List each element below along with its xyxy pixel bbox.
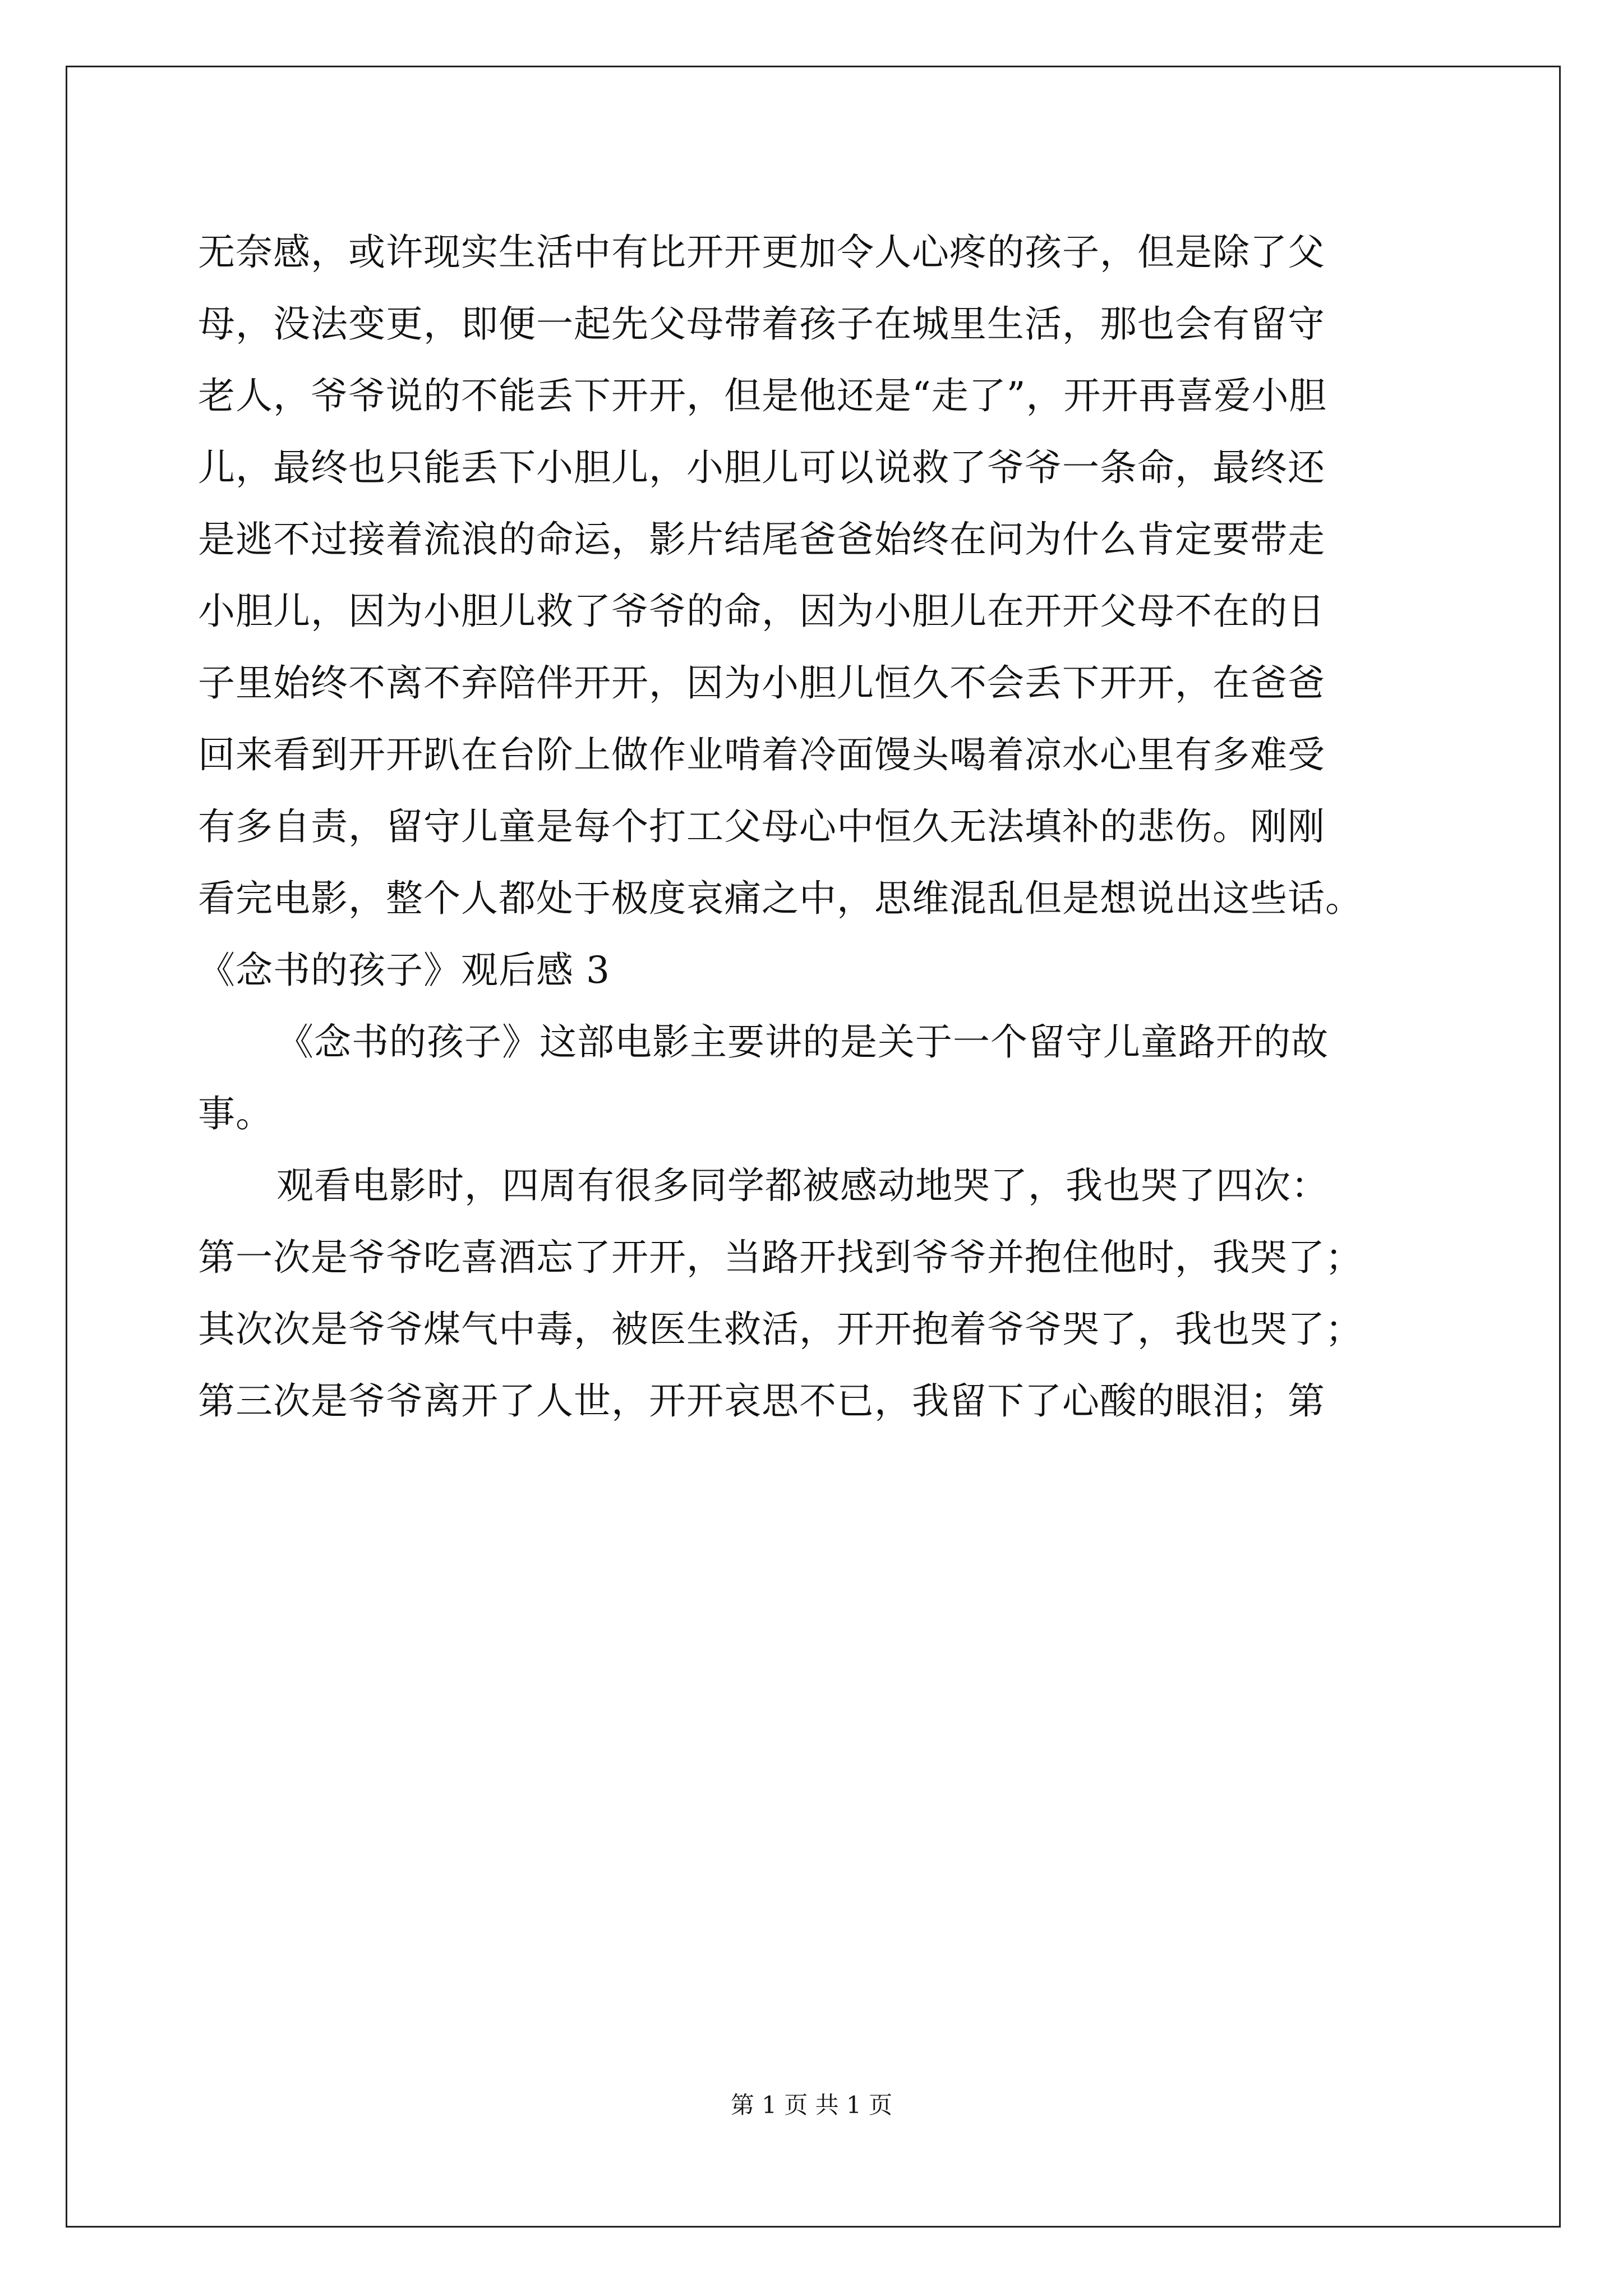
body-line: 是逃不过接着流浪的命运，影片结尾爸爸始终在问为什么肯定要带走 [198, 518, 1325, 561]
paragraph-line: 《念书的孩子》这部电影主要讲的是关于一个留守儿童路开的故 [276, 1020, 1329, 1064]
body-line: 有多自责，留守儿童是每个打工父母心中恒久无法填补的悲伤。刚刚 [198, 805, 1325, 848]
body-line: 小胆儿，因为小胆儿救了爷爷的命，因为小胆儿在开开父母不在的日 [198, 590, 1325, 633]
body-line: 老人，爷爷说的不能丢下开开，但是他还是“走了”，开开再喜爱小胆 [198, 374, 1327, 417]
body-line: 回来看到开开趴在台阶上做作业啃着冷面馒头喝着凉水心里有多难受 [198, 733, 1325, 776]
paragraph-line: 事。 [198, 1092, 273, 1135]
body-line: 母，没法变更，即便一起先父母带着孩子在城里生活，那也会有留守 [198, 302, 1325, 346]
body-line: 无奈感，或许现实生活中有比开开更加令人心疼的孩子，但是除了父 [198, 231, 1325, 274]
paragraph-line: 其次次是爷爷煤气中毒，被医生救活，开开抱着爷爷哭了，我也哭了； [198, 1308, 1363, 1351]
paragraph-line: 第一次是爷爷吃喜酒忘了开开，当路开找到爷爷并抱住他时，我哭了； [198, 1236, 1363, 1279]
body-line: 儿，最终也只能丢下小胆儿，小胆儿可以说救了爷爷一条命，最终还 [198, 446, 1325, 489]
body-line: 子里始终不离不弃陪伴开开，因为小胆儿恒久不会丢下开开，在爸爸 [198, 661, 1325, 705]
section-title: 《念书的孩子》观后感 3 [198, 949, 610, 992]
paragraph-line: 观看电影时，四周有很多同学都被感动地哭了，我也哭了四次： [276, 1164, 1329, 1207]
paragraph-line: 第三次是爷爷离开了人世，开开哀思不已，我留下了心酸的眼泪；第 [198, 1379, 1325, 1423]
body-line: 看完电影，整个人都处于极度哀痛之中，思维混乱但是想说出这些话。 [198, 877, 1363, 920]
page-footer: 第 1 页 共 1 页 [730, 2091, 893, 2119]
